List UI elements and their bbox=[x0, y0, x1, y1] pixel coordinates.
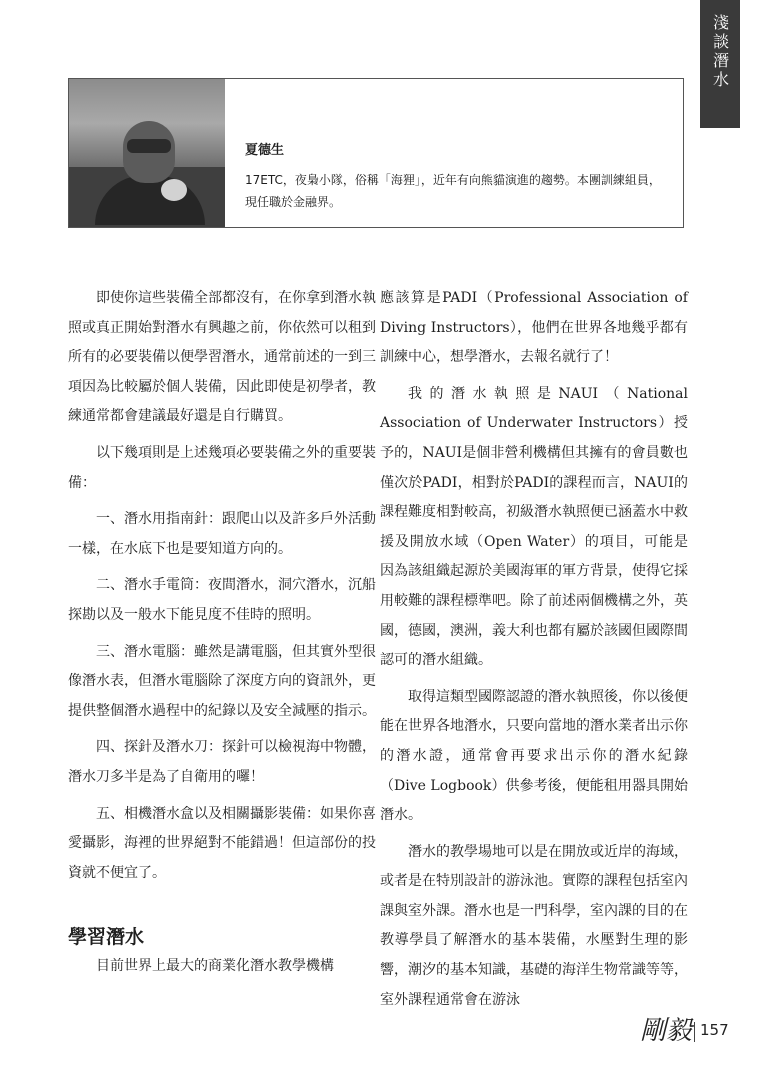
paragraph: 目前世界上最大的商業化潛水教學機構 bbox=[96, 958, 334, 975]
author-bio-box bbox=[68, 78, 684, 228]
paragraph: 取得這類型國際認證的潛水執照後，你以後便能在世界各地潛水，只要向當地的潛水業者出示你的潛水證，通常會再要求出示你的潛水紀錄（Dive Logbook）供參考後，便能租用器具開始潛水。 bbox=[380, 688, 688, 824]
section-title: 學習潛水 bbox=[68, 926, 145, 949]
list-item-dive-computer: 三、潛水電腦：雖然是講電腦，但其實外型很像潛水表，但潛水電腦除了深度方向的資訊外，更提供整個潛水過程中的紀錄以及安全減壓的指示。 bbox=[68, 643, 376, 719]
paragraph: 應該算是PADI（Professional Association of Diving Instructors），他們在世界各地幾乎都有訓練中心，想學潛水，去報名就行了！ bbox=[380, 290, 688, 366]
author-name: 夏德生 bbox=[245, 143, 285, 158]
paragraph: 即使你這些裝備全部都沒有，在你拿到潛水執照或真正開始對潛水有興趣之前，你依然可以租到所有的必要裝備以便學習潛水，通常前述的一到三項因為比較屬於個人裝備，因此即使是初學者，教練通常都會建議最好還是自行購買。 bbox=[68, 290, 376, 425]
list-item-camera: 五、相機潛水盒以及相關攝影裝備：如果你喜愛攝影，海裡的世界絕對不能錯過！但這部份的投資就不便宜了。 bbox=[68, 805, 376, 881]
list-item-probe-knife: 四、探針及潛水刀：探針可以檢視海中物體，潛水刀多半是為了自衛用的囉！ bbox=[68, 739, 376, 785]
author-bio-text: 17ETC，夜梟小隊，俗稱「海狸」，近年有向熊貓演進的趨勢。本團訓練組員，現任職於金融界。 bbox=[245, 173, 661, 209]
list-item-flashlight: 二、潛水手電筒：夜間潛水，洞穴潛水，沉船探勘以及一般水下能見度不佳時的照明。 bbox=[68, 577, 376, 623]
footer-signature: 剛毅 bbox=[640, 1016, 693, 1046]
page-number: 157 bbox=[700, 1021, 729, 1039]
left-column bbox=[68, 284, 376, 989]
section-tab-label: 淺談潛水 bbox=[710, 14, 730, 90]
section-tab bbox=[700, 0, 740, 128]
author-photo bbox=[69, 79, 225, 227]
paragraph: 潛水的教學場地可以是在開放或近岸的海域，或者是在特別設計的游泳池。實際的課程包括室內課與室外課。潛水也是一門科學，室內課的目的在教導學員了解潛水的基本裝備，水壓對生理的影響，潮汐的基本知識，基礎的海洋生物常識等等，室外課程通常會在游泳 bbox=[380, 843, 688, 1008]
paragraph: 我的潛水執照是NAUI（National Association of Underwater Instructors）授予的，NAUI是個非營利機構但其擁有的會員數也僅次於PADI，相對於PADI的課程而言，NAUI的課程難度相對較高，初級潛水執照便已涵蓋水中救援及開放水域（Open Water）的項目，可能是因為該組織起源於美國海軍的軍方背景，使得它採用較難的課程標準吧。除了前述兩個機構之外，英國，德國，澳洲，義大利也都有屬於該國但國際間認可的潛水組織。 bbox=[380, 385, 688, 669]
paragraph: 以下幾項則是上述幾項必要裝備之外的重要裝備： bbox=[68, 444, 376, 491]
list-item-compass: 一、潛水用指南針：跟爬山以及許多戶外活動一樣，在水底下也是要知道方向的。 bbox=[68, 511, 376, 557]
footer-divider bbox=[694, 1022, 695, 1042]
right-column bbox=[380, 284, 688, 1022]
